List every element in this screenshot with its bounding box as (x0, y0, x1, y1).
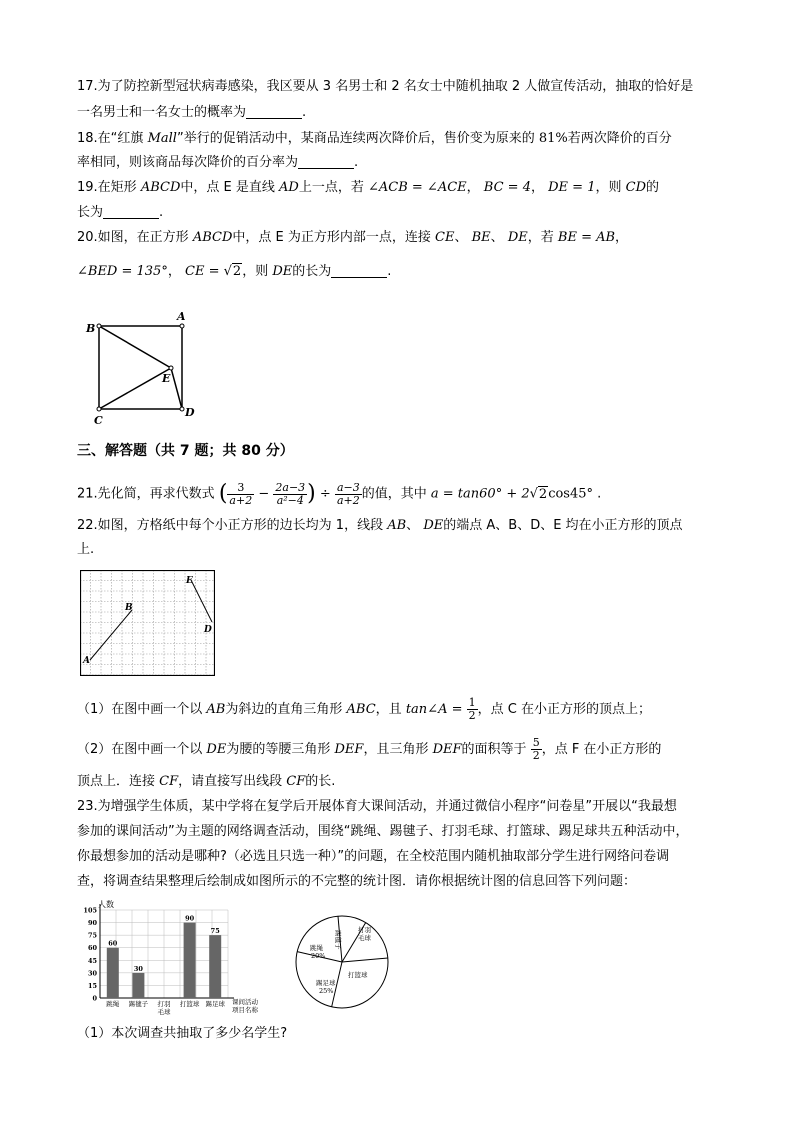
frac-num: 2a−3 (275, 480, 306, 494)
q20-text: ，若 (527, 230, 554, 245)
q19-text: ，则 (595, 180, 622, 195)
q20-ce-eq: CE = (185, 264, 220, 279)
q20-line2 (77, 262, 391, 282)
category-label: 打篮球 (179, 1000, 200, 1008)
q20-sqrt: √2 (223, 264, 242, 279)
label-b: B (86, 322, 96, 335)
q23-line2: 参加的课间活动”为主题的网络调查活动，围绕“跳绳、踢毽子、打羽毛球、打篮球、踢足球共五种活动中， (77, 824, 689, 839)
q22-text: 的端点 A、B、D、E 均在小正方形的顶点 (443, 518, 683, 533)
q21-frac1 (227, 482, 254, 507)
q23-line4: 查，将调查结果整理后绘制成如图所示的不完整的统计图．请你根据统计图的信息回答下列问题： (77, 874, 637, 889)
q20-radicand: 2 (232, 264, 242, 279)
q22-def: DEF (432, 742, 462, 757)
label-e: E (162, 372, 171, 385)
q20-de: DE (272, 264, 293, 279)
q20-text: 20.如图，在正方形 (77, 230, 189, 245)
category-label: 踢足球 (205, 1000, 225, 1008)
frac-den: 2 (468, 709, 476, 722)
segment-de (171, 368, 182, 409)
q22-text: ，点 C 在小正方形的顶点上； (477, 702, 651, 717)
y-tick-label: 75 (87, 931, 97, 940)
pie-label-tijianzi: 踢毽子 (334, 930, 342, 950)
bar-value-label: 30 (133, 964, 143, 973)
q22-de: DE (206, 742, 227, 757)
y-tick-label: 15 (87, 981, 97, 990)
bar (209, 935, 221, 998)
q19-bc: BC = 4 (483, 180, 531, 195)
frac-den: 2 (532, 749, 540, 762)
category-label: 毛球 (157, 1008, 171, 1016)
pie-label-tiaosheng-pct: 20% (311, 952, 326, 960)
pie-label-lanqiu: 打篮球 (348, 971, 368, 979)
answer-blank[interactable] (298, 154, 354, 169)
answer-blank[interactable] (246, 104, 302, 119)
q20-text: 中，点 E 为正方形内部一点，连接 (232, 230, 431, 245)
q19-comma: ， (466, 180, 480, 195)
q22-text: 为斜边的直角三角形 (225, 702, 343, 717)
q22-line2: 上. (77, 542, 95, 557)
q22-text: ，且 (375, 702, 402, 717)
y-tick-label: 45 (87, 956, 97, 965)
q18-period: . (354, 155, 359, 170)
q21-sqrt: √2 (529, 486, 548, 502)
q21-line (77, 480, 601, 509)
q22-text: ，点 F 在小正方形的 (541, 742, 662, 757)
q21-frac3 (335, 482, 362, 507)
frac-den: a+2 (336, 493, 360, 507)
bar-value-label: 60 (108, 939, 118, 948)
answer-blank[interactable] (103, 204, 159, 219)
q21-radicand: 2 (538, 486, 548, 502)
pie-label-yumao-2: 毛球 (358, 934, 371, 942)
q17-period: . (302, 105, 307, 120)
q18-text: ”举行的促销活动中，某商品连续两次降价后，售价变为原来的 (176, 131, 535, 146)
q19-ad: AD (279, 180, 299, 195)
q17-line2 (77, 103, 306, 123)
q22-def: DEF (334, 742, 364, 757)
label-d: D (185, 406, 195, 419)
bar-value-label: 90 (185, 914, 195, 923)
q22-cf: CF (159, 774, 179, 789)
segment-ab (90, 610, 132, 660)
q22-ab: AB (206, 702, 226, 717)
label-a: A (177, 310, 186, 323)
q22-line1 (77, 516, 683, 536)
q22-text: （1）在图中画一个以 (77, 702, 203, 717)
y-tick-label: 90 (87, 919, 97, 928)
q19-comma: ， (530, 180, 544, 195)
point-d (180, 407, 184, 411)
segment-ce (99, 368, 171, 409)
q20-de: DE (507, 230, 528, 245)
q22-part2-cont (77, 772, 335, 792)
q21-text: 的值，其中 (361, 486, 427, 502)
q22-text: ，请直接写出线段 (178, 774, 283, 789)
q20-text: 的长为 (292, 264, 332, 279)
q20-sep: 、 (490, 230, 504, 245)
q19-text: 中，点 E 是直线 (180, 180, 275, 195)
q19-line1 (77, 178, 659, 198)
y-tick-label: 30 (87, 969, 97, 978)
section-heading: 三、解答题（共 7 题；共 80 分） (77, 443, 294, 459)
q23-line3: 你最想参加的活动是哪种?（必选且只选一种）”的问题，在全校范围内随机抽取部分学生进行网络问卷调 (77, 849, 670, 864)
q21-paren-close: ) (307, 481, 316, 506)
segment-be (99, 326, 171, 368)
label-e: E (186, 576, 193, 586)
q19-text: 19.在矩形 (77, 180, 137, 195)
q22-text: ，且三角形 (363, 742, 429, 757)
q22-tan: tan∠A = (405, 702, 463, 717)
q22-grid-figure (80, 570, 215, 676)
q19-angle: ∠ACB = ∠ACE (367, 180, 467, 195)
q20-angle: ∠BED = 135° (77, 264, 168, 279)
point-c (97, 407, 101, 411)
frac-den: a²−4 (276, 493, 304, 507)
y-tick-label: 60 (87, 944, 97, 953)
q20-comma: ， (167, 264, 181, 279)
q22-text: （2）在图中画一个以 (77, 742, 203, 757)
q20-ce: CE (435, 230, 455, 245)
pie-label-zuqiu-pct: 25% (319, 987, 334, 995)
q18-text: 若两次降价的百分 (567, 131, 672, 146)
q20-line1 (77, 228, 628, 248)
q20-text: ，则 (242, 264, 269, 279)
q17-line1: 17.为了防控新型冠状病毒感染，我区要从 3 名男士和 2 名女士中随机抽取 2 人做宣传活动，抽取的恰好是 (77, 79, 694, 94)
q18-percent: 81% (538, 131, 568, 146)
frac-den: a+2 (229, 493, 253, 507)
q22-part1 (77, 697, 651, 722)
q19-text: 的 (646, 180, 660, 195)
q20-square-figure (80, 310, 200, 428)
q22-text: 的长. (305, 774, 336, 789)
bar (132, 973, 144, 998)
frac-num: a−3 (336, 480, 360, 494)
y-tick-label: 0 (92, 994, 97, 1003)
q20-comma: ， (615, 230, 629, 245)
x-axis-label-1: 课间活动 (232, 998, 258, 1006)
q19-line2 (77, 203, 163, 223)
q21-paren-open: ( (218, 481, 228, 506)
category-label: 踢毽子 (128, 1000, 149, 1008)
q18-line2 (77, 153, 358, 173)
q22-text: 为腰的等腰三角形 (226, 742, 331, 757)
q18-mall: Mall (147, 131, 177, 146)
y-tick-label: 105 (83, 906, 97, 915)
q21-divide: ÷ (319, 486, 331, 502)
q17-text: 一名男士和一名女士的概率为 (77, 105, 247, 120)
q22-de: DE (423, 518, 444, 533)
label-b: B (125, 603, 133, 613)
q22-text: 22.如图，方格纸中每个小正方形的边长均为 1，线段 (77, 518, 384, 533)
q19-de: DE = 1 (548, 180, 596, 195)
q21-period: . (597, 486, 602, 502)
q22-abc: ABC (346, 702, 376, 717)
q19-abcd: ABCD (140, 180, 181, 195)
q18-text: 18.在“红旗 (77, 131, 144, 146)
x-axis-label-2: 项目名称 (232, 1006, 258, 1014)
q22-frac-five-half (531, 737, 542, 762)
q19-text: 上一点，若 (298, 180, 364, 195)
pie-label-yumao-1: 打羽 (358, 926, 371, 934)
q21-cos: cos45° (548, 486, 594, 502)
point-b (97, 324, 101, 328)
y-axis-label: 人数 (98, 900, 114, 909)
q19-period: . (159, 205, 164, 220)
pie-label-tiaosheng: 跳绳 (310, 944, 323, 952)
q22-cf: CF (286, 774, 306, 789)
q22-frac-half (467, 697, 478, 722)
category-label: 跳绳 (106, 1000, 120, 1008)
q21-text: 21.先化简，再求代数式 (77, 486, 215, 502)
label-a: A (83, 656, 90, 666)
label-d: D (204, 625, 212, 635)
pie-label-zuqiu: 踢足球 (316, 979, 336, 987)
category-label: 打羽 (157, 1000, 171, 1008)
pie-chart (288, 910, 398, 1010)
frac-num: 1 (468, 696, 476, 709)
bar-chart (78, 898, 280, 1018)
q20-abcd: ABCD (192, 230, 233, 245)
q21-minus: − (258, 486, 270, 502)
bar-value-label: 75 (210, 927, 220, 936)
q22-part2 (77, 737, 661, 762)
q20-be-ab: BE = AB (557, 230, 616, 245)
q20-sep: 、 (454, 230, 468, 245)
bar (184, 923, 196, 998)
point-a (180, 324, 184, 328)
q23-part1: （1）本次调查共抽取了多少名学生? (77, 1026, 288, 1041)
q20-be: BE (471, 230, 491, 245)
label-c: C (94, 414, 103, 427)
q22-text: 的面积等于 (461, 742, 527, 757)
q22-sep: 、 (406, 518, 420, 533)
q23-line1: 23.为增强学生体质，某中学将在复学后开展体育大课间活动，并通过微信小程序“问卷星”开展以“我最想 (77, 799, 677, 814)
bar (107, 948, 119, 998)
q22-text: 顶点上．连接 (77, 774, 156, 789)
point-e (169, 366, 173, 370)
frac-num: 5 (532, 736, 540, 749)
q19-cd: CD (625, 180, 646, 195)
q18-text: 率相同，则该商品每次降价的百分率为 (77, 155, 299, 170)
q19-text: 长为 (77, 205, 104, 220)
q18-line1 (77, 129, 672, 149)
frac-num: 3 (227, 482, 254, 495)
answer-blank[interactable] (331, 263, 387, 278)
segment-de (191, 580, 212, 622)
q22-ab: AB (387, 518, 407, 533)
q20-period: . (387, 264, 392, 279)
q21-expr: a = tan60° + 2 (430, 486, 530, 502)
q21-frac2 (273, 482, 307, 507)
